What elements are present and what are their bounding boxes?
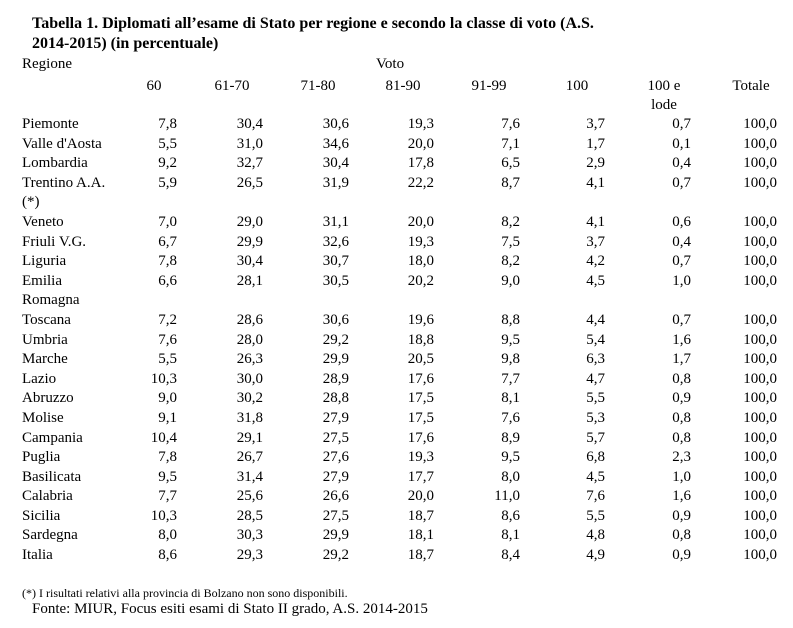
value-cell: 100,0 — [743, 116, 777, 132]
table-row — [22, 409, 777, 429]
value-cell: 19,3 — [407, 233, 434, 250]
value-cell: 30,7 — [322, 253, 349, 270]
table-row — [22, 135, 777, 155]
value-cell: 17,5 — [407, 409, 434, 426]
value-cell: 6,3 — [586, 351, 605, 368]
value-cell: 31,1 — [322, 213, 349, 230]
column-header: 100 e lode — [647, 78, 681, 113]
value-cell: 0,9 — [672, 547, 691, 564]
value-cell: 9,5 — [158, 468, 177, 485]
value-cell: 27,5 — [322, 507, 349, 524]
value-cell: 20,5 — [407, 351, 434, 368]
value-cell: 0,7 — [672, 174, 691, 191]
value-cell: 18,7 — [407, 507, 434, 524]
value-cell: 6,6 — [158, 272, 177, 289]
value-cell: 8,1 — [501, 390, 520, 407]
region-cell: Marche — [22, 351, 68, 368]
value-cell: 28,1 — [236, 272, 263, 289]
value-cell: 8,2 — [501, 253, 520, 270]
value-cell: 4,5 — [586, 272, 605, 289]
column-header: Totale — [732, 78, 770, 94]
table-row — [22, 526, 777, 546]
region-cell: Abruzzo — [22, 390, 74, 407]
value-cell: 5,5 — [158, 135, 177, 152]
source-line: Fonte: MIUR, Focus esiti esami di Stato II grado, A.S. 2014-2015 — [32, 601, 428, 617]
value-cell: 1,7 — [672, 351, 691, 368]
value-cell: 22,2 — [407, 174, 434, 191]
value-cell: 6,8 — [586, 449, 605, 466]
value-cell: 0,9 — [672, 390, 691, 407]
value-cell: 100,0 — [743, 488, 777, 505]
value-cell: 4,5 — [586, 468, 605, 485]
table-row — [22, 331, 777, 351]
value-cell: 100,0 — [743, 174, 777, 191]
value-cell: 7,0 — [158, 213, 177, 230]
value-cell: 100,0 — [743, 135, 777, 152]
value-cell: 5,5 — [586, 390, 605, 407]
region-cell: Piemonte — [22, 116, 79, 132]
value-cell: 1,6 — [672, 331, 691, 348]
region-cell: Veneto — [22, 213, 64, 230]
table-row — [22, 213, 777, 233]
value-cell: 1,0 — [672, 272, 691, 289]
value-cell: 9,5 — [501, 331, 520, 348]
value-cell: 100,0 — [743, 449, 777, 466]
value-cell: 9,8 — [501, 351, 520, 368]
value-cell: 19,3 — [407, 449, 434, 466]
column-header: 100 — [565, 78, 589, 94]
value-cell: 4,4 — [586, 311, 605, 328]
value-cell: 30,4 — [236, 116, 263, 132]
value-cell: 18,7 — [407, 547, 434, 564]
region-cell: Calabria — [22, 488, 73, 505]
column-header: 71-80 — [300, 78, 336, 94]
value-cell: 20,0 — [407, 488, 434, 505]
value-cell: 30,3 — [236, 527, 263, 544]
value-cell: 18,8 — [407, 331, 434, 348]
value-cell: 0,7 — [672, 253, 691, 270]
value-cell: 2,3 — [672, 449, 691, 466]
region-cell: Molise — [22, 409, 64, 426]
value-cell: 30,2 — [236, 390, 263, 407]
value-cell: 8,7 — [501, 174, 520, 191]
value-cell: 100,0 — [743, 233, 777, 250]
region-cell: Friuli V.G. — [22, 233, 87, 250]
table-row — [22, 174, 777, 213]
value-cell: 100,0 — [743, 253, 777, 270]
value-cell: 7,6 — [158, 331, 177, 348]
table-row — [22, 546, 777, 566]
value-cell: 9,5 — [501, 449, 520, 466]
value-cell: 1,6 — [672, 488, 691, 505]
value-cell: 4,2 — [586, 253, 605, 270]
table-row — [22, 370, 777, 390]
value-cell: 9,1 — [158, 409, 177, 426]
value-cell: 8,2 — [501, 213, 520, 230]
value-cell: 100,0 — [743, 527, 777, 544]
region-cell: Valle d'Aosta — [22, 135, 102, 152]
value-cell: 34,6 — [322, 135, 349, 152]
value-cell: 100,0 — [743, 547, 777, 564]
table-row — [22, 252, 777, 272]
value-cell: 28,5 — [236, 507, 263, 524]
value-cell: 7,2 — [158, 311, 177, 328]
value-cell: 29,9 — [236, 233, 263, 250]
value-cell: 10,4 — [150, 429, 177, 446]
value-cell: 30,0 — [236, 370, 263, 387]
value-cell: 29,1 — [236, 429, 263, 446]
value-cell: 17,8 — [407, 155, 434, 172]
value-cell: 8,1 — [501, 527, 520, 544]
table-row — [22, 389, 777, 409]
value-cell: 19,6 — [407, 311, 434, 328]
value-cell: 29,3 — [236, 547, 263, 564]
value-cell: 28,0 — [236, 331, 263, 348]
table-row — [22, 115, 777, 135]
value-cell: 30,6 — [322, 311, 349, 328]
value-cell: 17,6 — [407, 429, 434, 446]
value-cell: 7,7 — [158, 488, 177, 505]
value-cell: 28,8 — [322, 390, 349, 407]
value-cell: 27,5 — [322, 429, 349, 446]
value-cell: 26,5 — [236, 174, 263, 191]
value-cell: 8,0 — [158, 527, 177, 544]
value-cell: 7,6 — [586, 488, 605, 505]
region-cell: Italia — [22, 547, 53, 564]
value-cell: 29,9 — [322, 527, 349, 544]
value-cell: 100,0 — [743, 390, 777, 407]
value-cell: 8,0 — [501, 468, 520, 485]
value-cell: 28,9 — [322, 370, 349, 387]
value-cell: 0,8 — [672, 527, 691, 544]
value-cell: 5,5 — [158, 351, 177, 368]
value-cell: 26,3 — [236, 351, 263, 368]
value-cell: 8,9 — [501, 429, 520, 446]
column-header: 91-99 — [471, 78, 507, 94]
value-cell: 31,4 — [236, 468, 263, 485]
region-cell: Sicilia — [22, 507, 61, 524]
value-cell: 30,4 — [322, 155, 349, 172]
table-row — [22, 487, 777, 507]
value-cell: 4,1 — [586, 213, 605, 230]
region-cell: Liguria — [22, 253, 67, 270]
value-cell: 11,0 — [494, 488, 520, 505]
value-cell: 7,8 — [158, 253, 177, 270]
value-cell: 31,8 — [236, 409, 263, 426]
region-cell: Trentino A.A.(*) — [22, 174, 106, 211]
table-row — [22, 468, 777, 488]
value-cell: 6,7 — [158, 233, 177, 250]
value-cell: 32,7 — [236, 155, 263, 172]
value-cell: 4,9 — [586, 547, 605, 564]
value-cell: 9,0 — [158, 390, 177, 407]
value-cell: 26,6 — [322, 488, 349, 505]
region-cell: Toscana — [22, 311, 71, 328]
value-cell: 100,0 — [743, 429, 777, 446]
value-cell: 100,0 — [743, 351, 777, 368]
value-cell: 0,4 — [672, 233, 691, 250]
value-cell: 0,9 — [672, 507, 691, 524]
value-cell: 1,0 — [672, 468, 691, 485]
value-cell: 100,0 — [743, 331, 777, 348]
region-cell: Sardegna — [22, 527, 78, 544]
value-cell: 27,6 — [322, 449, 349, 466]
value-cell: 7,8 — [158, 449, 177, 466]
value-cell: 25,6 — [236, 488, 263, 505]
voto-header: Voto — [376, 56, 405, 72]
value-cell: 31,0 — [236, 135, 263, 152]
value-cell: 32,6 — [322, 233, 349, 250]
value-cell: 5,5 — [586, 507, 605, 524]
table-title: Tabella 1. Diplomati all’esame di Stato per regione e secondo la classe di voto (A.S. 2014-2015) (in percentuale) — [32, 15, 594, 52]
value-cell: 0,1 — [672, 135, 691, 152]
value-cell: 100,0 — [743, 155, 777, 172]
footnote: (*) I risultati relativi alla provincia di Bolzano non sono disponibili. — [22, 586, 348, 600]
value-cell: 3,7 — [586, 233, 605, 250]
value-cell: 0,8 — [672, 409, 691, 426]
value-cell: 7,6 — [501, 409, 520, 426]
region-cell: Lazio — [22, 370, 57, 387]
value-cell: 0,4 — [672, 155, 691, 172]
region-cell: Campania — [22, 429, 83, 446]
value-cell: 28,6 — [236, 311, 263, 328]
value-cell: 0,8 — [672, 429, 691, 446]
region-header: Regione — [22, 56, 72, 72]
value-cell: 7,8 — [158, 116, 177, 132]
value-cell: 29,2 — [322, 547, 349, 564]
value-cell: 0,6 — [672, 213, 691, 230]
value-cell: 30,4 — [236, 253, 263, 270]
value-cell: 0,7 — [672, 311, 691, 328]
value-cell: 0,7 — [672, 116, 691, 132]
value-cell: 1,7 — [586, 135, 605, 152]
value-cell: 5,7 — [586, 429, 605, 446]
value-cell: 100,0 — [743, 311, 777, 328]
value-cell: 4,8 — [586, 527, 605, 544]
region-cell: Puglia — [22, 449, 61, 466]
value-cell: 8,8 — [501, 311, 520, 328]
value-cell: 29,9 — [322, 351, 349, 368]
value-cell: 4,1 — [586, 174, 605, 191]
value-cell: 27,9 — [322, 409, 349, 426]
value-cell: 100,0 — [743, 468, 777, 485]
region-cell: Emilia Romagna — [22, 272, 80, 309]
value-cell: 10,3 — [150, 507, 177, 524]
value-cell: 8,4 — [501, 547, 520, 564]
data-table — [22, 115, 777, 566]
table-row — [22, 448, 777, 468]
value-cell: 17,7 — [407, 468, 434, 485]
value-cell: 29,2 — [322, 331, 349, 348]
region-cell: Basilicata — [22, 468, 82, 485]
region-cell: Lombardia — [22, 155, 88, 172]
value-cell: 19,3 — [407, 116, 434, 132]
value-cell: 100,0 — [743, 370, 777, 387]
value-cell: 30,5 — [322, 272, 349, 289]
column-header: 61-70 — [214, 78, 250, 94]
value-cell: 4,7 — [586, 370, 605, 387]
column-header: 81-90 — [385, 78, 421, 94]
value-cell: 7,1 — [501, 135, 520, 152]
value-cell: 2,9 — [586, 155, 605, 172]
value-cell: 5,4 — [586, 331, 605, 348]
table-row — [22, 429, 777, 449]
value-cell: 26,7 — [236, 449, 263, 466]
column-header: 60 — [146, 78, 162, 94]
value-cell: 27,9 — [322, 468, 349, 485]
value-cell: 6,5 — [501, 155, 520, 172]
value-cell: 100,0 — [743, 272, 777, 289]
value-cell: 5,3 — [586, 409, 605, 426]
value-cell: 8,6 — [501, 507, 520, 524]
value-cell: 18,0 — [407, 253, 434, 270]
value-cell: 100,0 — [743, 409, 777, 426]
table-row — [22, 154, 777, 174]
value-cell: 9,2 — [158, 155, 177, 172]
value-cell: 20,2 — [407, 272, 434, 289]
value-cell: 100,0 — [743, 213, 777, 230]
value-cell: 30,6 — [322, 116, 349, 132]
value-cell: 100,0 — [743, 507, 777, 524]
region-cell: Umbria — [22, 331, 68, 348]
value-cell: 7,7 — [501, 370, 520, 387]
value-cell: 17,6 — [407, 370, 434, 387]
table-row — [22, 311, 777, 331]
value-cell: 20,0 — [407, 135, 434, 152]
table-row — [22, 233, 777, 253]
table-row — [22, 350, 777, 370]
value-cell: 7,5 — [501, 233, 520, 250]
value-cell: 9,0 — [501, 272, 520, 289]
value-cell: 17,5 — [407, 390, 434, 407]
value-cell: 5,9 — [158, 174, 177, 191]
value-cell: 7,6 — [501, 116, 520, 132]
value-cell: 18,1 — [407, 527, 434, 544]
table-body — [22, 115, 777, 566]
value-cell: 10,3 — [150, 370, 177, 387]
value-cell: 20,0 — [407, 213, 434, 230]
value-cell: 29,0 — [236, 213, 263, 230]
value-cell: 0,8 — [672, 370, 691, 387]
table-row — [22, 507, 777, 527]
value-cell: 3,7 — [586, 116, 605, 132]
value-cell: 31,9 — [322, 174, 349, 191]
table-row — [22, 272, 777, 311]
value-cell: 8,6 — [158, 547, 177, 564]
